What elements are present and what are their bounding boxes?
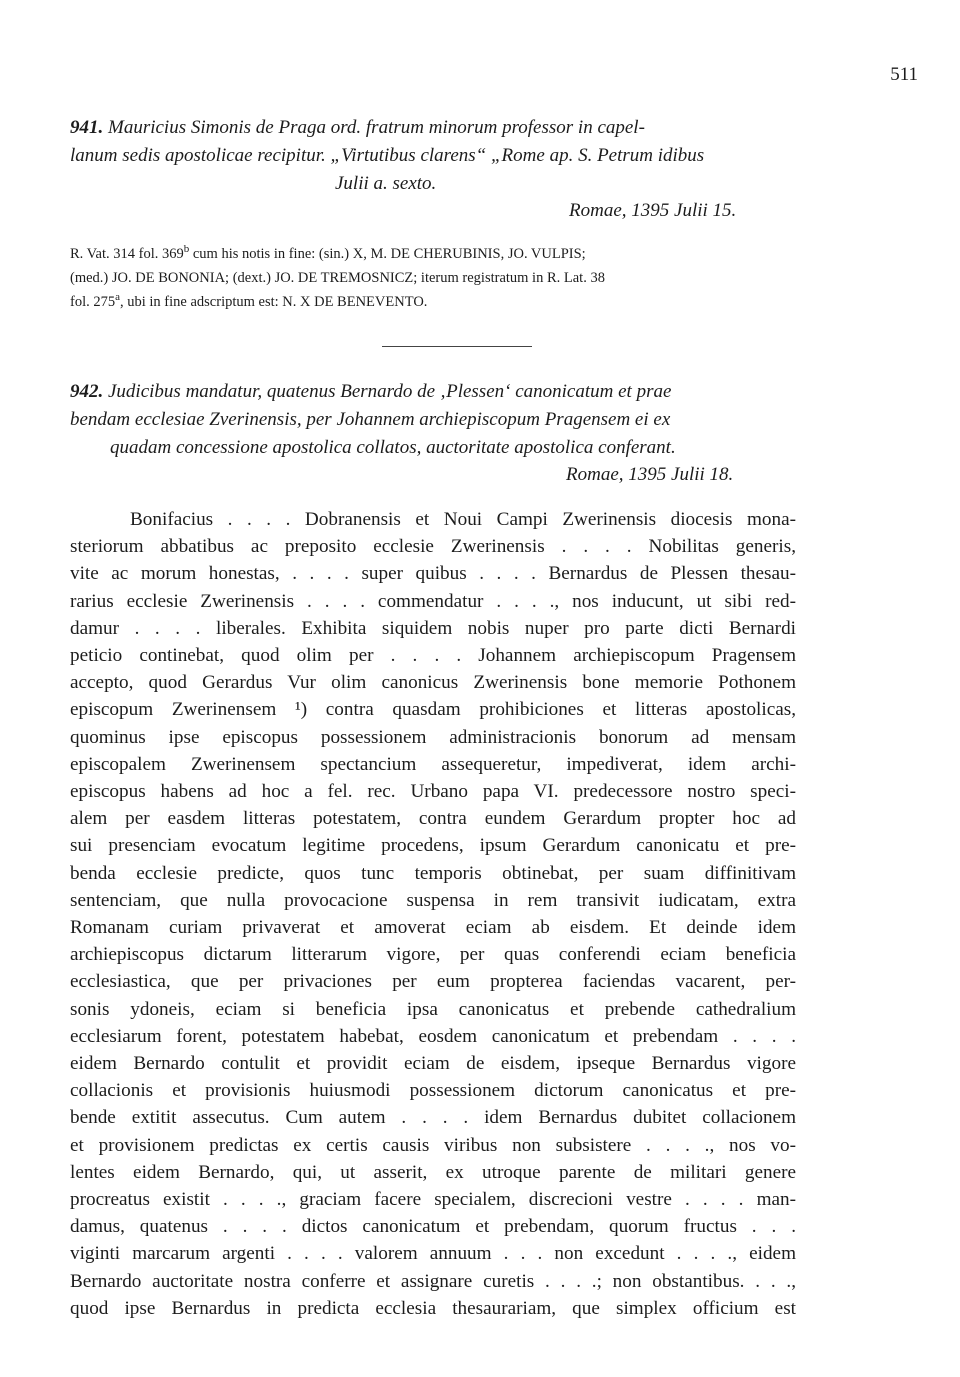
- note-line: (med.) JO. DE BONONIA; (dext.) JO. DE TREMOSNICZ; iterum registratum in R. Lat. 38: [70, 270, 605, 286]
- entry-942-heading: [70, 378, 792, 462]
- entry-942-heading-line: Judicibus mandatur, quatenus Bernardo de ‚Plessen‘ canonicatum et prae: [108, 381, 672, 402]
- body-line: episcopalem Zwerinensem spectancium assequeretur, impediverat, idem archi-: [70, 753, 796, 775]
- entry-941-heading: [70, 114, 792, 198]
- entry-941-heading-line: lanum sedis apostolicae recipitur. „Virtutibus clarens“ „Rome ap. S. Petrum idibus: [70, 145, 705, 166]
- body-line: sentenciam, que nulla provocacione suspensa in rem transivit iudicatam, extra: [70, 889, 796, 911]
- entry-941-number: 941.: [70, 117, 104, 138]
- body-line: steriorum abbatibus ac preposito ecclesie Zwerinensis . . . . Nobilitas generis,: [70, 536, 796, 558]
- body-line: quod ipse Bernardus in predicta ecclesia thesaurariam, que simplex officium est: [70, 1297, 796, 1319]
- body-line: ecclesiastica, que per privaciones per eum propterea faciendas vacarent, per-: [70, 971, 796, 993]
- entry-941-dateline: Romae, 1395 Julii 15.: [569, 200, 737, 221]
- body-line: collacionis et provisionis huiusmodi possessionem dictorum canonicatus et pre-: [70, 1080, 796, 1102]
- body-line: sonis ydoneis, eciam si beneficia ipsa canonicatus et prebende cathedralium: [70, 998, 796, 1020]
- body-line: quominus ipse episcopus possessionem administracionis bonorum ad mensam: [70, 726, 796, 748]
- body-line: accepto, quod Gerardus Vur olim canonicus Zwerinensis bone memorie Pothonem: [70, 672, 796, 694]
- body-line: alem per easdem litteras potestatem, contra eundem Gerardum propter hoc ad: [70, 808, 796, 830]
- body-line: episcopus habens ad hoc a fel. rec. Urbano papa VI. predecessore nostro speci-: [70, 781, 796, 803]
- body-line: sui presenciam evocatum legitime procedens, ipsum Gerardum canonicatu et pre-: [70, 835, 796, 857]
- body-line: eidem Bernardo contulit et providit eciam de eisdem, ipseque Bernardus vigore: [70, 1053, 796, 1075]
- body-line: et provisionem predictas ex certis causis viribus non subsistere . . . ., nos vo-: [70, 1134, 796, 1156]
- entry-942-heading-line: quadam concessione apostolica collatos, auctoritate apostolica conferant.: [110, 437, 676, 458]
- entry-942-number: 942.: [70, 381, 104, 402]
- page-number: 511: [890, 64, 918, 85]
- body-line: rarius ecclesie Zwerinensis . . . . commendatur . . . ., nos inducunt, ut sibi red-: [70, 590, 796, 612]
- body-line: vite ac morum honestas, . . . . super quibus . . . . Bernardus de Plessen thesau-: [70, 563, 796, 585]
- section-divider: [382, 346, 532, 347]
- note-line: fol. 275$^a$, ubi in fine adscriptum est: N. X DE BENEVENTO.: [70, 291, 428, 310]
- body-line: damus, quatenus . . . . dictos canonicatum et prebendam, quorum fructus . . .: [70, 1216, 796, 1238]
- body-line: benda ecclesie predicte, quos tunc temporis obtinebat, per suam diffinitivam: [70, 862, 796, 884]
- body-line: lentes eidem Bernardo, qui, ut asserit, ex utroque parente de militari genere: [70, 1161, 796, 1183]
- body-line: Bonifacius . . . . Dobranensis et Noui Campi Zwerinensis diocesis mona-: [130, 509, 796, 530]
- body-line: archiepiscopus dictarum litterarum vigore, per quas conferendi eciam beneficia: [70, 944, 796, 966]
- body-line: bende extitit assecutus. Cum autem . . . . idem Bernardus dubitet collacionem: [70, 1107, 796, 1129]
- entry-942-heading-line: bendam ecclesiae Zverinensis, per Johannem archiepiscopum Pragensem ei ex: [70, 409, 671, 430]
- body-line: Romanam curiam privaverat et amoverat eciam ab eisdem. Et deinde idem: [70, 917, 796, 939]
- body-line: Bernardo auctoritate nostra conferre et assignare curetis . . . .; non obstantibus. . . .,: [70, 1270, 796, 1292]
- body-line: episcopum Zwerinensem ¹) contra quasdam prohibiciones et litteras apostolicas,: [70, 699, 796, 721]
- entry-942-body: [70, 506, 796, 1322]
- entry-941-heading-line: Julii a. sexto.: [335, 173, 437, 194]
- note-line: R. Vat. 314 fol. 369$^b$ cum his notis in fine: (sin.) X, M. DE CHERUBINIS, JO. VULPIS;: [70, 243, 586, 262]
- entry-942-dateline: Romae, 1395 Julii 18.: [566, 464, 734, 485]
- body-line: damur . . . . liberales. Exhibita siquidem nobis nuper pro parte dicti Bernardi: [70, 617, 796, 639]
- entry-941-note: [70, 242, 792, 314]
- entry-941-heading-line: Mauricius Simonis de Praga ord. fratrum minorum professor in capel-: [108, 117, 645, 138]
- body-line: peticio continebat, quod olim per . . . . Johannem archiepiscopum Pragensem: [70, 645, 796, 667]
- body-line: procreatus existit . . . ., graciam facere specialem, discrecioni vestre . . . . man-: [70, 1189, 796, 1211]
- body-line: ecclesiarum forent, potestatem habebat, eosdem canonicatum et prebendam . . . .: [70, 1025, 796, 1047]
- body-line: viginti marcarum argenti . . . . valorem annuum . . . non excedunt . . . ., eidem: [70, 1243, 796, 1265]
